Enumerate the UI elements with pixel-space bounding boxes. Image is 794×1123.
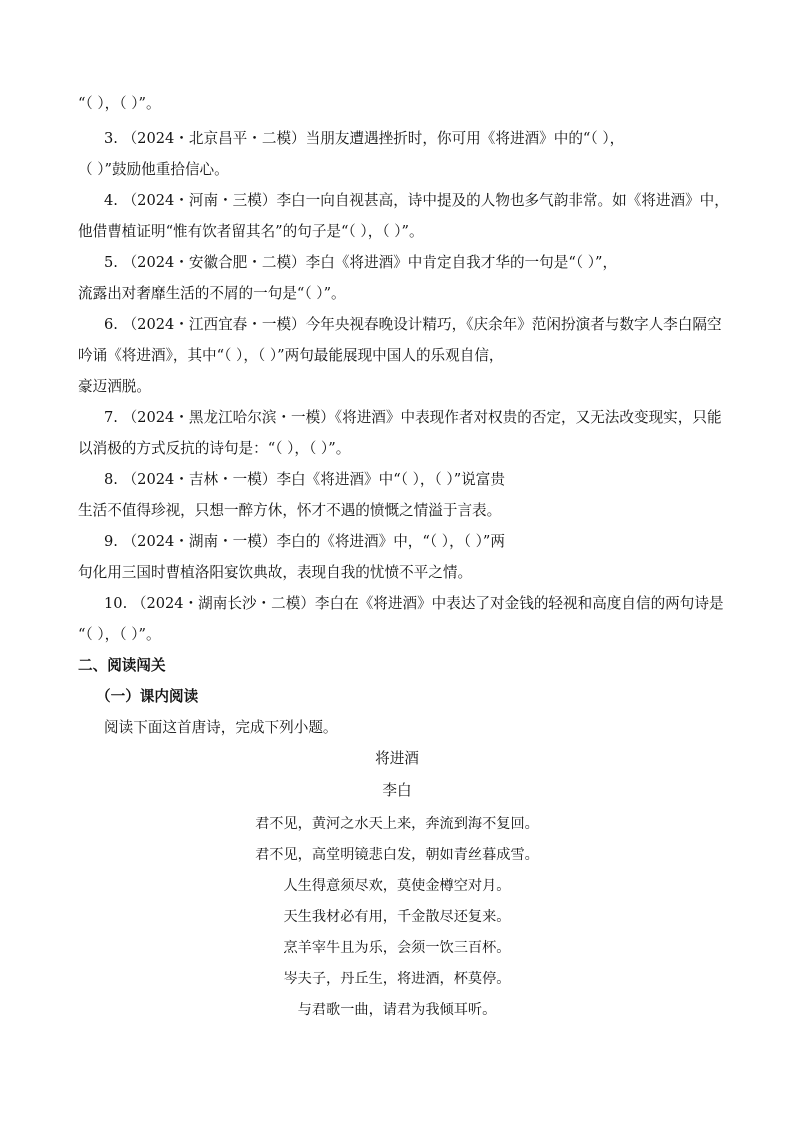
section-heading: 二、阅读闯关 bbox=[78, 657, 166, 674]
question-8-line-2: 生活不值得珍视，只想一醉方休，怀才不遇的愤慨之情溢于言表。 bbox=[78, 502, 502, 519]
question-7-line-1: 7. （2024・黑龙江哈尔滨・一模）《将进酒》中表现作者对权贵的否定，又无法改变现实，只能 bbox=[104, 409, 722, 426]
question-6-line-1: 6. （2024・江西宜春・一模）今年央视春晚设计精巧，《庆余年》范闲扮演者与数字人李白隔空 bbox=[104, 316, 722, 333]
question-3-line-2: （ ）”鼓励他重拾信心。 bbox=[78, 161, 229, 178]
poem-line: 岑夫子，丹丘生，将进酒，杯莫停。 bbox=[283, 971, 511, 987]
poem-author: 李白 bbox=[382, 782, 412, 799]
poem-line: 君不见，黄河之水天上来，奔流到海不复回。 bbox=[255, 816, 539, 832]
question-3-line-1: 3. （2024・北京昌平・二模）当朋友遭遇挫折时，你可用《将进酒》中的“（ ）， bbox=[104, 130, 625, 147]
question-10-line-1: 10. （2024・湖南长沙・二模）李白在《将进酒》中表达了对金钱的轻视和高度自信的两句诗是 bbox=[104, 595, 724, 612]
poem-title: 将进酒 bbox=[375, 750, 419, 767]
subsection-heading: （一）课内阅读 bbox=[96, 688, 199, 705]
question-9-line-2: 句化用三国时曹植洛阳宴饮典故，表现自我的忧愤不平之情。 bbox=[78, 564, 473, 581]
question-5-line-2: 流露出对奢靡生活的不屑的一句是“（ ）”。 bbox=[78, 285, 346, 302]
poem-line: 天生我材必有用，千金散尽还复来。 bbox=[283, 909, 511, 925]
poem-line: 烹羊宰牛且为乐，会须一饮三百杯。 bbox=[283, 940, 511, 956]
question-9-line-1: 9. （2024・湖南・一模）李白的《将进酒》中，“（ ），（ ）”两 bbox=[104, 533, 505, 550]
q2-answer-line: “（ ），（ ）”。 bbox=[78, 95, 161, 112]
poem-line: 人生得意须尽欢，莫使金樽空对月。 bbox=[283, 878, 511, 894]
question-6-line-3: 豪迈洒脱。 bbox=[78, 378, 151, 395]
question-5-line-1: 5. （2024・安徽合肥・二模）李白《将进酒》中肯定自我才华的一句是“（ ）”， bbox=[104, 254, 618, 271]
poem-line: 君不见，高堂明镜悲白发，朝如青丝暮成雪。 bbox=[255, 847, 539, 863]
question-10-line-2: “（ ），（ ）”。 bbox=[78, 626, 161, 643]
reading-instruction: 阅读下面这首唐诗，完成下列小题。 bbox=[104, 719, 338, 736]
question-7-line-2: 以消极的方式反抗的诗句是：“（ ），（ ）”。 bbox=[78, 440, 351, 457]
question-6-line-2: 吟诵《将进酒》，其中“（ ），（ ）”两句最能展现中国人的乐观自信， bbox=[78, 347, 504, 364]
question-4-line-1: 4. （2024・河南・三模）李白一向自视甚高，诗中提及的人物也多气韵非常。如《将进酒》中， bbox=[104, 192, 729, 209]
question-4-line-2: 他借曹植证明“惟有饮者留其名”的句子是“（ ），（ ）”。 bbox=[78, 223, 424, 240]
question-8-line-1: 8. （2024・吉林・一模）李白《将进酒》中“（ ），（ ）”说富贵 bbox=[104, 471, 505, 488]
poem-line: 与君歌一曲，请君为我倾耳听。 bbox=[297, 1002, 497, 1018]
